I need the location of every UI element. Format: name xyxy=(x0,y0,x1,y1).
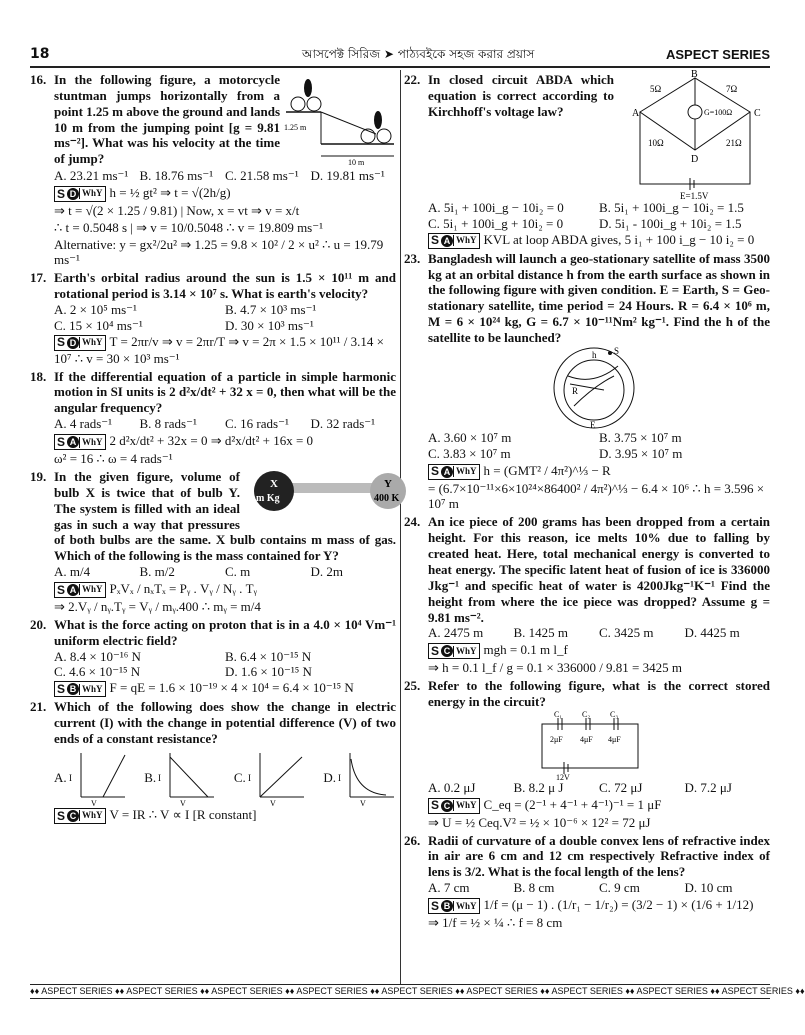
option-b[interactable]: B. 5i₁ + 100i_g − 10i₂ = 1.5 xyxy=(599,200,744,215)
svg-text:X: X xyxy=(270,477,278,490)
svg-text:B: B xyxy=(691,69,698,80)
page-number: 18 xyxy=(30,46,50,62)
svg-text:4μF: 4μF xyxy=(608,734,621,744)
option-a[interactable]: A. 2 × 10⁵ ms⁻¹ xyxy=(54,302,137,318)
option-b[interactable]: B. 8 cm xyxy=(513,880,555,896)
option-d[interactable]: D. 7.2 μJ xyxy=(684,779,732,795)
option-c[interactable]: C. 16 rads⁻¹ xyxy=(225,416,289,432)
option-a[interactable]: A. 0.2 μJ xyxy=(428,779,476,795)
answer-badge: S A WhY xyxy=(428,464,480,480)
motorcycle-jump-figure xyxy=(286,72,396,168)
header-tagline: আসপেক্ট সিরিজ ➤ পাঠ্যবইকে সহজ করার প্রয়াস xyxy=(302,47,535,61)
option-a[interactable]: A. 5i₁ + 100i_g − 10i₂ = 0 xyxy=(428,200,564,215)
iv-graphs xyxy=(30,747,396,807)
option-d[interactable]: D. 32 rads⁻¹ xyxy=(310,416,376,432)
svg-text:4μF: 4μF xyxy=(580,734,593,744)
option-a[interactable]: A. 3.60 × 10⁷ m xyxy=(428,429,512,445)
page-footer: ♦♦ ASPECT SERIES ♦♦ ASPECT SERIES ♦♦ ASPECT SERIES ♦♦ ASPECT SERIES ♦♦ ASPECT SERIES ♦♦ ASPECT SERIES ♦♦ ASPECT SERIES ♦♦ ASPECT SERIES ♦♦ ASPECT SERIES ♦♦ xyxy=(30,984,770,999)
answer-badge: S B WhY xyxy=(428,898,480,914)
question-17: 17. Earth's orbital radius around the sun is 1.5 × 10¹¹ m and rotational period is 3.14 × 10⁷ s. What is earth's velocity? A. 2 × 10⁵ ms⁻¹ B. 4.7 × 10³ ms⁻¹ C. 15 × 10⁴ ms⁻¹ D. 30 × 10³ ms⁻¹ S D WhY T = 2πr/v ⇒ v = 2πr/T ⇒ v = 2π × 1.5 × 10¹¹ / 3.14 × 10⁷ ∴ v = 30 × 10³ ms⁻¹ xyxy=(30,270,396,366)
fig-distance-label: 10 m xyxy=(348,158,365,167)
graph-option-c[interactable]: C. I V xyxy=(234,749,306,807)
svg-text:V: V xyxy=(269,798,276,808)
graph-option-d[interactable]: D. I V xyxy=(323,749,396,807)
option-d[interactable]: D. 3.95 × 10⁷ m xyxy=(599,445,683,461)
svg-text:C₁: C₁ xyxy=(554,709,563,719)
option-b[interactable]: B. 6.4 × 10⁻¹⁵ N xyxy=(225,648,312,664)
answer-badge: S C WhY xyxy=(428,798,480,814)
option-a[interactable]: A. 7 cm xyxy=(428,880,470,896)
answer-badge: S A WhY xyxy=(428,233,480,249)
question-16 xyxy=(30,72,396,268)
question-23: 23. Bangladesh will launch a geo-stationary satellite of mass 3500 kg at an orbital distance h from the earth surface as shown in the following figure with given condition. E = Earth, S = Geo-stationary satellite, time period = 24 Hours. R = 6.4 × 10⁶ m, M = 6 × 10²⁴ kg, G = 6.7 × 10⁻¹¹Nm² kg⁻¹. Find the h of the satellite to be launched? h S R E A. 3.60 × 10⁷ m B. 3.75 × 10⁷ m C. 3.83 × 10⁷ m D. 3.95 × 10⁷ m S A WhY h = (GMT² / 4π²)^⅓ − R = (6.7×10⁻¹¹×6×10²⁴×86400² / 4π²)^⅓ − 6.4 × 10⁶ ∴ h = 3.596 × 10⁷ m xyxy=(404,250,770,512)
svg-text:V: V xyxy=(180,798,186,808)
option-d[interactable]: D. 10 cm xyxy=(684,880,733,896)
left-column xyxy=(30,72,400,826)
svg-text:A: A xyxy=(632,108,640,119)
option-a[interactable]: A. 23.21 ms⁻¹ xyxy=(54,168,129,183)
header-series: ASPECT SERIES xyxy=(665,47,770,62)
wheatstone-circuit-figure xyxy=(620,69,770,201)
svg-text:I: I xyxy=(247,772,251,783)
options xyxy=(30,168,396,184)
option-c[interactable]: C. m xyxy=(225,564,251,580)
option-c[interactable]: C. 21.58 ms⁻¹ xyxy=(225,168,299,183)
right-column xyxy=(404,69,770,933)
question-24: 24. An ice piece of 200 grams has been dropped from a certain height. For this reason, ice melts 10% due to falling by created heat. Here, total mechanical energy is converted to heat energy. The specific latent heat of fusion of ice is 336000 Jkg⁻¹ and specific heat of water is 4200Jkg⁻¹K⁻¹ Find the height from where the ice piece was dropped? Assume g = 9.81 ms⁻². A. 2475 m B. 1425 m C. 3425 m D. 4425 m S C WhY mgh = 0.1 m l_f ⇒ h = 0.1 l_f / g = 0.1 × 336000 / 9.81 = 3425 m xyxy=(404,514,770,676)
svg-text:E=1.5V: E=1.5V xyxy=(680,191,709,201)
option-c[interactable]: C. 4.6 × 10⁻¹⁵ N xyxy=(54,664,141,680)
svg-text:G=100Ω: G=100Ω xyxy=(704,108,733,117)
option-d[interactable]: D. 4425 m xyxy=(684,625,740,641)
svg-text:I: I xyxy=(338,772,341,783)
option-d[interactable]: D. 2m xyxy=(310,564,343,580)
svg-text:10Ω: 10Ω xyxy=(648,138,664,148)
solution: S D WhY h = ½ gt² ⇒ t = √(2h/g) ⇒ t = √(2 × 1.25 / 9.81) | Now, x = vt ⇒ v = x/t ∴ t = 0.5048 s | ⇒ v = 10/0.5048 ∴ v = 19.809 ms⁻¹ Alternative: y = gx²/2u² ⇒ 1.25 = 9.8 × 10² / 2 × u² ∴ u = 19.79 ms⁻¹ xyxy=(54,184,384,268)
answer-badge: S C WhY xyxy=(428,643,480,659)
svg-text:C₂: C₂ xyxy=(582,709,591,719)
earth-satellite-figure xyxy=(404,346,770,430)
option-b[interactable]: B. 8 rads⁻¹ xyxy=(139,416,197,432)
svg-text:C₃: C₃ xyxy=(610,709,619,719)
svg-text:I: I xyxy=(158,772,162,783)
option-d[interactable]: D. 19.81 ms⁻¹ xyxy=(310,168,385,183)
svg-text:21Ω: 21Ω xyxy=(726,138,742,148)
svg-text:2μF: 2μF xyxy=(550,734,563,744)
answer-badge: S B WhY xyxy=(54,681,106,697)
option-b[interactable]: B. 1425 m xyxy=(513,625,569,641)
option-c[interactable]: C. 9 cm xyxy=(599,880,640,896)
svg-text:400 K: 400 K xyxy=(374,492,400,504)
graph-option-a[interactable]: A. I V xyxy=(54,749,127,807)
answer-badge: S A WhY xyxy=(54,434,106,450)
option-d[interactable]: D. 5i₁ - 100i_g + 10i₂ = 1.5 xyxy=(599,215,742,231)
option-a[interactable]: A. 4 rads⁻¹ xyxy=(54,416,113,432)
svg-text:D: D xyxy=(691,154,699,165)
option-a[interactable]: A. 8.4 × 10⁻¹⁶ N xyxy=(54,648,141,664)
svg-text:E: E xyxy=(590,419,596,430)
option-c[interactable]: C. 72 μJ xyxy=(599,779,643,795)
svg-text:S: S xyxy=(614,345,620,356)
fig-height-label: 1.25 m xyxy=(284,123,307,132)
option-c[interactable]: C. 5i₁ + 100i_g + 10i₂ = 0 xyxy=(428,215,564,231)
capacitor-circuit-figure xyxy=(404,710,770,780)
question-26: 26. Radii of curvature of a double convex lens of refractive index in air are 6 cm and 12 cm respectively Refractive index of lens is 3/2. What is the focal length of the lens? A. 7 cm B. 8 cm C. 9 cm D. 10 cm S B WhY 1/f = (μ − 1) . (1/r₁ − 1/r₂) = (3/2 − 1) × (1/6 + 1/12) ⇒ 1/f = ½ × ¼ ∴ f = 8 cm xyxy=(404,832,770,930)
option-b[interactable]: B. m/2 xyxy=(139,564,175,580)
page-header xyxy=(30,46,770,68)
svg-text:C: C xyxy=(754,108,761,119)
option-d[interactable]: D. 1.6 × 10⁻¹⁵ N xyxy=(225,664,312,680)
answer-badge: S C WhY xyxy=(54,808,106,824)
question-20: 20. What is the force acting on proton that is in a 4.0 × 10⁴ Vm⁻¹ uniform electric field? A. 8.4 × 10⁻¹⁶ N B. 6.4 × 10⁻¹⁵ N C. 4.6 × 10⁻¹⁵ N D. 1.6 × 10⁻¹⁵ N S B WhY F = qE = 1.6 × 10⁻¹⁹ × 4 × 10⁴ = 6.4 × 10⁻¹⁵ N xyxy=(30,616,396,696)
question-22: A B C D 5Ω 7Ω 10Ω 21Ω G=100Ω E=1.5V 22. In closed circuit ABDA which equation is correct according to Kirchhoff's voltage law? A. 5i₁ + 100i_g − 10i₂ = 0 B. 5i₁ + 100i_g − 10i₂ = 1.5 C. 5i₁ + 100i_g + 10i₂ = 0 D. 5i₁ - 100i_g + 10i₂ = 1.5 S A WhY KVL at loop ABDA gives, 5 i₁ + 100 i_g − 10 i₂ = 0 xyxy=(404,72,770,249)
svg-text:I: I xyxy=(68,772,72,783)
svg-text:12V: 12V xyxy=(556,772,570,782)
option-c[interactable]: C. 3.83 × 10⁷ m xyxy=(428,445,511,461)
option-a[interactable]: A. m/4 xyxy=(54,564,91,580)
gas-bulbs-figure xyxy=(246,469,400,529)
question-21: 21. Which of the following does show the change in electric current (I) with the change in potential difference (V) of two ends of a constant resistance? A. I V B. I V C. I V D. I V S C WhY V = IR ∴ V ∝ I [R constant] xyxy=(30,699,396,823)
question-19: X m Kg Y 400 K 19. In the given figure, volume of bulb X is twice that of bulb Y. The system is filled with an ideal gas in such a way that pressures of both bulbs are the same. X bulb contains m mass of gas. Which of the following is the mass contained for Y? A. m/4 B. m/2 C. m D. 2m S A WhY PₓVₓ / nₓTₓ = Pᵧ . Vᵧ / Nᵧ . Tᵧ ⇒ 2.Vᵧ / nᵧ.Tᵧ = Vᵧ / mᵧ.400 ∴ mᵧ = m/4 xyxy=(30,469,396,615)
option-c[interactable]: C. 15 × 10⁴ ms⁻¹ xyxy=(54,317,143,333)
option-b[interactable]: B. 18.76 ms⁻¹ xyxy=(139,168,214,183)
svg-text:5Ω: 5Ω xyxy=(650,84,662,94)
question-25: 25. Refer to the following figure, what is the correct stored energy in the circuit? C₁ C₂ C₃ 2μF 4μF 4μF 12V A. 0.2 μJ B. 8.2 μ J C. 72 μJ D. 7.2 μJ S C WhY C_eq = (2⁻¹ + 4⁻¹ + 4⁻¹)⁻¹ = 1 μF ⇒ U = ½ Ceq.V² = ½ × 10⁻⁶ × 12² = 72 μJ xyxy=(404,678,770,830)
question-text: 16. In the following figure, a motorcycle stuntman jumps horizontally from a point 1.25 m above the ground and lands 10 m from the jumping point [g = 9.81 ms⁻²]. What was his velocity at the time of jump? xyxy=(30,72,280,167)
question-18: 18. If the differential equation of a particle in simple harmonic motion in SI units is 2 d²x/dt² + 32 x = 0, then what will be the angular frequency? A. 4 rads⁻¹ B. 8 rads⁻¹ C. 16 rads⁻¹ D. 32 rads⁻¹ S A WhY 2 d²x/dt² + 32x = 0 ⇒ d²x/dt² + 16x = 0 ω² = 16 ∴ ω = 4 rads⁻¹ xyxy=(30,368,396,467)
svg-text:h: h xyxy=(592,349,597,360)
svg-text:7Ω: 7Ω xyxy=(726,84,738,94)
answer-badge: S D WhY xyxy=(54,186,106,202)
option-c[interactable]: C. 3425 m xyxy=(599,625,654,641)
graph-option-b[interactable]: B. I V xyxy=(144,749,216,807)
svg-text:R: R xyxy=(572,385,579,396)
svg-text:V: V xyxy=(360,798,366,808)
svg-text:m Kg: m Kg xyxy=(256,492,280,504)
answer-badge: S D WhY xyxy=(54,335,106,351)
column-divider xyxy=(400,70,401,985)
answer-badge: S A WhY xyxy=(54,582,106,598)
option-a[interactable]: A. 2475 m xyxy=(428,625,484,641)
option-b[interactable]: B. 3.75 × 10⁷ m xyxy=(599,429,682,445)
option-b[interactable]: B. 4.7 × 10³ ms⁻¹ xyxy=(225,302,317,318)
option-d[interactable]: D. 30 × 10³ ms⁻¹ xyxy=(225,317,314,333)
svg-text:V: V xyxy=(90,798,97,808)
option-b[interactable]: B. 8.2 μ J xyxy=(513,779,564,795)
svg-text:Y: Y xyxy=(384,477,392,490)
